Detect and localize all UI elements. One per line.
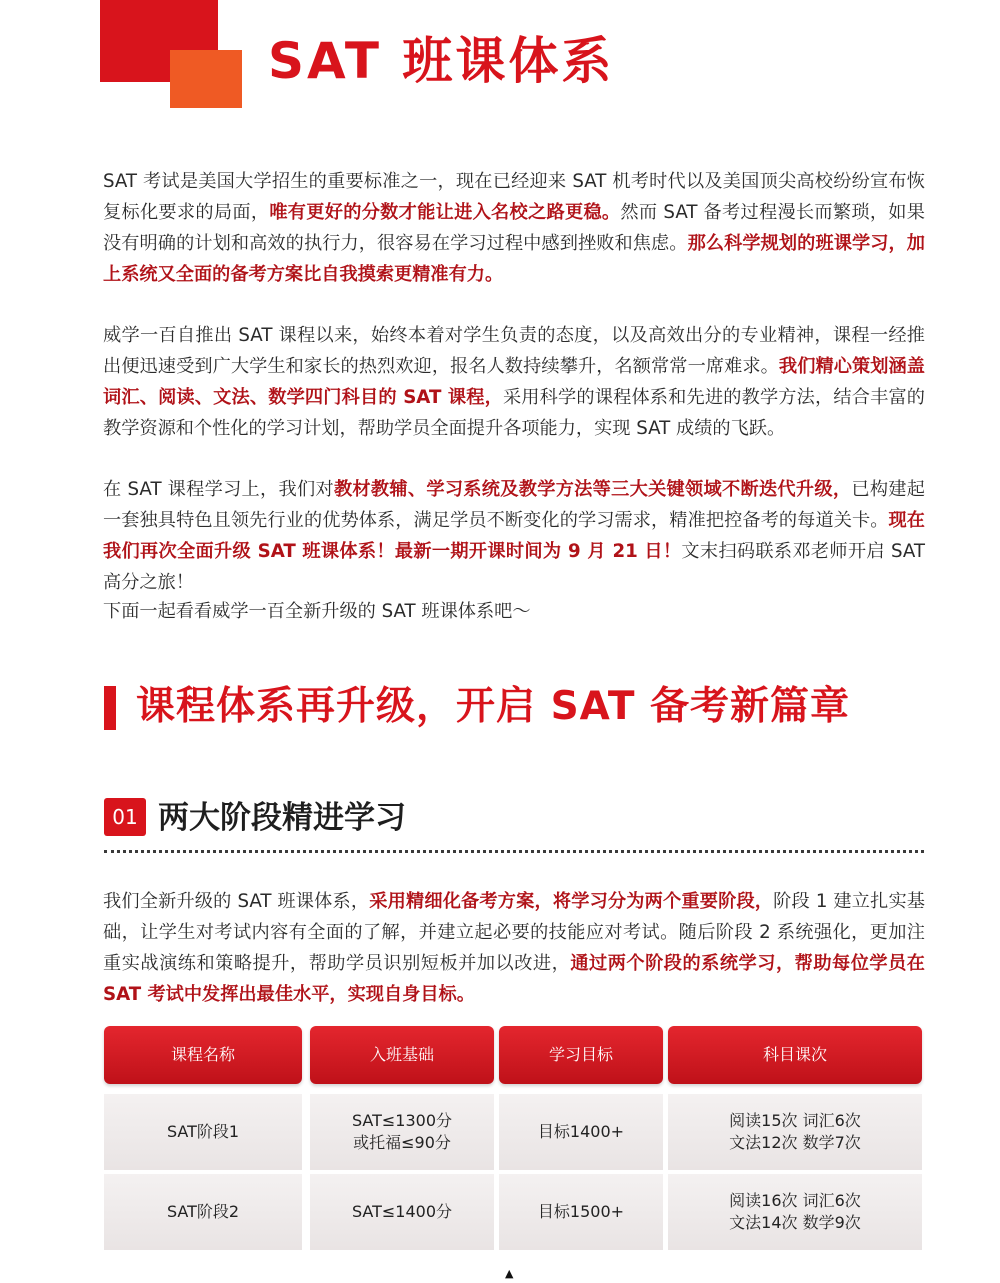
table-row-2-base [310, 1174, 494, 1250]
cell-text: 或托福≤90分 [353, 1133, 451, 1152]
cell-text: 阅读16次 词汇6次 [729, 1191, 861, 1210]
cell-text: SAT≤1400分 [351, 1202, 453, 1221]
highlighted-text: 我们精心策划涵盖词汇、阅读、文法、数学四门科目的 SAT 课程， [103, 356, 925, 408]
body-text: SAT 考试是美国大学招生的重要标准之一，现在已经迎来 SAT 机考时代以及美国顶尖高校纷纷宣布恢复标化要求的局面， [103, 171, 925, 223]
body-text: 然而 SAT 备考过程漫长而繁琐，如果没有明确的计划和高效的执行力，很容易在学习过程中感到挫败和焦虑。 [103, 202, 925, 254]
cell-text: 目标1400+ [537, 1122, 625, 1141]
table-row-1-name [104, 1094, 302, 1170]
subsection-number-badge: 01 [104, 798, 146, 836]
body-text: 文末扫码联系邓老师开启 SAT 高分之旅！ [103, 541, 926, 593]
dotted-divider [104, 850, 924, 853]
highlighted-text: 采用精细化备考方案，将学习分为两个重要阶段， [369, 891, 774, 912]
scroll-up-arrow-icon[interactable]: ▲ [505, 1267, 514, 1280]
highlighted-text: 现在我们再次全面升级 SAT 班课体系！最新一期开课时间为 9 月 21 日！ [103, 510, 925, 562]
table-row-1-sessions [668, 1094, 922, 1170]
cell-text: 目标1500+ [537, 1202, 625, 1221]
table-header-sessions: 科目课次 [668, 1026, 922, 1084]
table-header-goal: 学习目标 [499, 1026, 663, 1084]
body-text: 在 SAT 课程学习上，我们对 [103, 479, 334, 500]
highlighted-text: 唯有更好的分数才能让进入名校之路更稳。 [269, 202, 621, 223]
highlighted-text: 通过两个阶段的系统学习，帮助每位学员在 SAT 考试中发挥出最佳水平，实现自身目标。 [103, 953, 925, 1005]
intro-paragraph-3 [103, 474, 925, 598]
section-title: 课程体系再升级，开启 SAT 备考新篇章 [136, 684, 851, 729]
page-title: SAT 班课体系 [268, 32, 615, 90]
body-text: 采用科学的课程体系和先进的教学方法，结合丰富的教学资源和个性化的学习计划，帮助学员全面提升各项能力，实现 SAT 成绩的飞跃。 [103, 387, 925, 439]
intro-paragraph-1 [103, 166, 925, 290]
highlighted-text: 教材教辅、学习系统及教学方法等三大关键领域不断迭代升级， [333, 479, 852, 500]
table-row-2-sessions [668, 1174, 922, 1250]
cell-text: 文法12次 数学7次 [729, 1133, 861, 1152]
cell-text: 阅读15次 词汇6次 [729, 1111, 861, 1130]
cell-text: 文法14次 数学9次 [729, 1213, 861, 1232]
intro-paragraph-4 [103, 596, 925, 627]
table-row-1-base [310, 1094, 494, 1170]
table-header-course-name: 课程名称 [104, 1026, 302, 1084]
intro-paragraph-2 [103, 320, 925, 444]
header-decoration-orange-block [170, 50, 242, 108]
section-heading-bar [104, 686, 116, 730]
subsection-title: 两大阶段精进学习 [158, 800, 406, 836]
cell-text: SAT阶段2 [166, 1202, 240, 1221]
cell-text: SAT阶段1 [166, 1122, 240, 1141]
body-text: 我们全新升级的 SAT 班课体系， [103, 891, 370, 912]
table-header-entry-base: 入班基础 [310, 1026, 494, 1084]
cell-text: SAT≤1300分 [351, 1111, 453, 1130]
table-row-2-goal [499, 1174, 663, 1250]
table-row-2-name [104, 1174, 302, 1250]
body-text: 下面一起看看威学一百全新升级的 SAT 班课体系吧～ [103, 601, 531, 622]
subsection-paragraph [103, 886, 925, 1010]
body-text: 已构建起一套独具特色且领先行业的优势体系，满足学员不断变化的学习需求，精准把控备考的每道关卡。 [103, 479, 925, 531]
body-text: 阶段 1 建立扎实基础，让学生对考试内容有全面的了解，并建立起必要的技能应对考试。随后阶段 2 系统强化，更加注重实战演练和策略提升，帮助学员识别短板并加以改进， [103, 891, 925, 974]
table-row-1-goal [499, 1094, 663, 1170]
highlighted-text: 那么科学规划的班课学习，加上系统又全面的备考方案比自我摸索更精准有力。 [103, 233, 925, 285]
body-text: 威学一百自推出 SAT 课程以来，始终本着对学生负责的态度，以及高效出分的专业精神，课程一经推出便迅速受到广大学生和家长的热烈欢迎，报名人数持续攀升，名额常常一席难求。 [103, 325, 925, 377]
